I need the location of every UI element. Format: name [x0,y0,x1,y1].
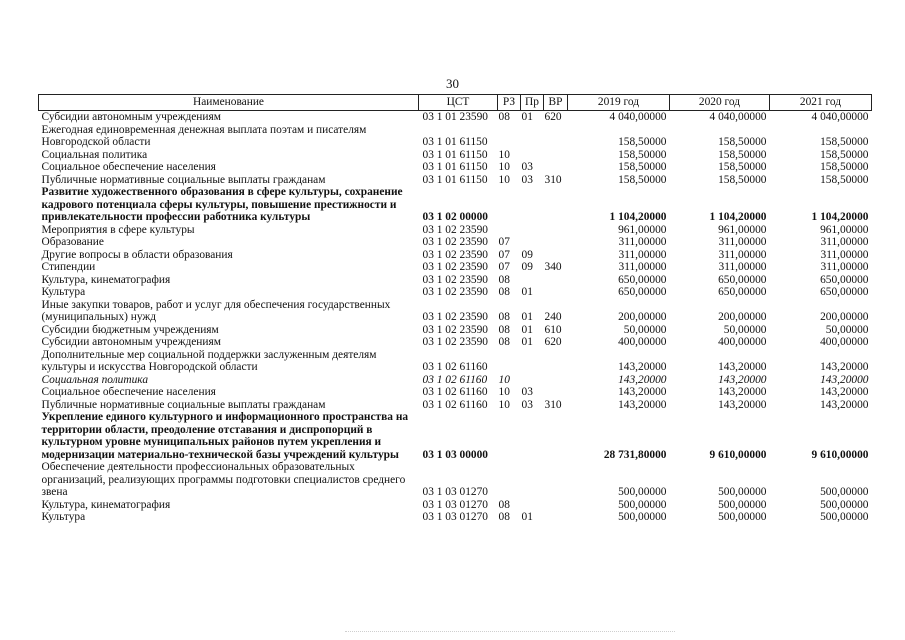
table-row [39,411,872,461]
table-row [39,461,872,499]
row-rz-cell: 10 [498,386,510,398]
row-2020-cell: 143,20000 [718,361,767,373]
row-cst-cell: 03 1 02 23590 [422,273,488,286]
row-2019-cell: 143,20000 [618,361,667,373]
row-vr-cell [544,411,568,461]
row-pr-cell: 03 [521,386,533,398]
row-2020-cell: 50,00000 [723,323,767,336]
row-pr-cell: 01 [521,336,533,348]
row-cst-cell: 03 1 01 23590 [422,111,488,123]
row-2019-cell: 311,00000 [618,248,667,261]
row-rz-cell: 10 [498,373,510,386]
row-2019-cell: 500,00000 [618,511,667,523]
row-2020-cell: 4 040,00000 [709,111,767,123]
row-2021-cell: 500,00000 [820,498,869,511]
row-name-cell: Социальная политика [41,148,148,161]
row-cst-cell: 03 1 01 61150 [422,173,488,186]
row-rz-cell: 10 [498,161,510,173]
row-pr-cell [521,236,544,249]
row-pr-cell: 03 [521,173,533,186]
row-2020-cell: 311,00000 [718,248,767,261]
row-cst-cell: 03 1 02 23590 [422,236,488,248]
row-rz-cell: 08 [498,273,510,286]
row-name-cell: Культура [41,511,86,523]
table-row [39,224,872,237]
row-vr-cell [544,224,568,237]
row-name-cell: Ежегодная единовременная денежная выплата поэтам и писателям Новгородской области [41,123,367,148]
row-cst-cell: 03 1 02 23590 [422,323,488,336]
row-pr-cell: 09 [521,261,533,273]
table-row [39,511,872,524]
row-2020-cell: 650,00000 [718,273,767,286]
row-rz-cell: 10 [498,398,510,411]
row-pr-cell: 03 [521,161,533,173]
row-pr-cell: 01 [521,511,533,523]
row-cst-cell: 03 1 02 00000 [422,211,488,223]
row-2021-cell: 500,00000 [820,486,869,498]
row-rz-cell: 08 [498,498,510,511]
row-rz-cell: 08 [498,336,510,348]
row-2021-cell: 311,00000 [820,236,869,248]
table-row [39,186,872,224]
row-vr-cell: 620 [544,111,562,123]
row-2019-cell: 158,50000 [618,173,667,186]
row-rz-cell: 07 [498,261,510,273]
table-row [39,324,872,337]
row-2019-cell: 143,20000 [618,398,667,411]
header-pr: Пр [521,95,544,111]
row-2020-cell: 500,00000 [718,498,767,511]
row-2020-cell: 311,00000 [718,236,767,248]
row-pr-cell [521,186,544,224]
row-pr-cell: 03 [521,398,533,411]
table-row [39,336,872,349]
row-vr-cell [544,461,568,499]
row-name-cell: Дополнительные мер социальной поддержки заслуженным деятелям культуры и искусства Новгородской области [41,348,377,373]
row-cst-cell: 03 1 03 01270 [422,486,488,498]
row-2020-cell: 400,00000 [718,336,767,348]
row-2019-cell: 311,00000 [618,261,667,273]
row-rz-cell: 08 [498,111,510,123]
table-row [39,274,872,287]
row-2021-cell: 158,50000 [820,148,869,161]
row-name-cell: Стипендии [41,261,96,273]
row-name-cell: Другие вопросы в области образования [41,248,233,261]
row-vr-cell [544,124,568,149]
row-2020-cell: 961,00000 [718,223,767,236]
row-2019-cell: 961,00000 [618,223,667,236]
row-cst-cell: 03 1 01 61150 [422,148,488,161]
row-vr-cell [544,236,568,249]
row-2020-cell: 143,20000 [718,398,767,411]
row-vr-cell [544,161,568,174]
table-body [39,111,872,524]
row-rz-cell [498,349,521,374]
row-name-cell: Укрепление единого культурного и информационного пространства на территории области, преодоление отставания и диспропорций в культурном уровне муниципальных районов путем укрепления и модернизации материально-технической базы учреждений культуры [41,411,409,461]
header-vr: ВР [544,95,568,111]
row-pr-cell: 01 [521,323,533,336]
row-2021-cell: 143,20000 [820,361,869,373]
row-2019-cell: 158,50000 [618,161,667,173]
row-2021-cell: 143,20000 [820,373,869,386]
table-row [39,124,872,149]
row-2019-cell: 143,20000 [618,373,667,386]
row-2020-cell: 1 104,20000 [709,211,767,223]
table-row [39,174,872,187]
row-rz-cell: 08 [498,286,510,298]
table-row [39,249,872,262]
row-2019-cell: 400,00000 [618,336,667,348]
header-name: Наименование [39,95,419,111]
row-2019-cell: 1 104,20000 [609,211,667,223]
row-2021-cell: 158,50000 [820,136,869,148]
row-cst-cell: 03 1 02 61160 [422,386,488,398]
row-2021-cell: 650,00000 [820,286,869,298]
row-2020-cell: 158,50000 [718,136,767,148]
row-2021-cell: 158,50000 [820,173,869,186]
table-row [39,374,872,387]
row-vr-cell [544,186,568,224]
row-2020-cell: 500,00000 [718,486,767,498]
row-vr-cell [544,386,568,399]
row-vr-cell [544,511,568,524]
row-vr-cell [544,274,568,287]
row-2021-cell: 4 040,00000 [811,111,869,123]
row-rz-cell: 08 [498,511,510,523]
row-pr-cell [521,149,544,162]
table-row [39,111,872,124]
row-pr-cell [521,461,544,499]
row-2020-cell: 311,00000 [718,261,767,273]
row-rz-cell: 10 [498,148,510,161]
row-pr-cell: 01 [521,286,533,298]
row-rz-cell: 08 [498,311,510,323]
header-rz: РЗ [498,95,521,111]
row-cst-cell: 03 1 02 61160 [422,361,488,373]
row-2021-cell: 200,00000 [820,311,869,323]
row-vr-cell: 340 [544,261,562,273]
row-pr-cell [521,499,544,512]
row-2021-cell: 961,00000 [820,223,869,236]
row-2021-cell: 500,00000 [820,511,869,523]
row-2021-cell: 143,20000 [820,398,869,411]
row-vr-cell: 310 [544,173,562,186]
row-2019-cell: 143,20000 [618,386,667,398]
table-row [39,149,872,162]
row-pr-cell [521,374,544,387]
row-2021-cell: 50,00000 [825,323,869,336]
row-2019-cell: 311,00000 [618,236,667,248]
row-2019-cell: 200,00000 [618,311,667,323]
row-rz-cell [498,124,521,149]
row-2020-cell: 500,00000 [718,511,767,523]
row-cst-cell: 03 1 03 01270 [422,511,488,523]
row-cst-cell: 03 1 03 01270 [422,498,488,511]
row-name-cell: Развитие художественного образования в сфере культуры, сохранение кадрового потенциала сферы культуры, повышение престижности и привлекательности профессии работника культуры [41,186,403,223]
row-vr-cell: 240 [544,311,562,323]
row-pr-cell: 09 [521,248,533,261]
row-2020-cell: 9 610,00000 [709,448,767,461]
row-2019-cell: 650,00000 [618,273,667,286]
row-name-cell: Субсидии бюджетным учреждениям [41,323,219,336]
row-name-cell: Образование [41,236,104,248]
row-cst-cell: 03 1 03 00000 [422,448,488,461]
row-pr-cell [521,124,544,149]
table-row [39,349,872,374]
header-2021: 2021 год [770,95,872,111]
table-row [39,499,872,512]
row-name-cell: Обеспечение деятельности профессиональных образовательных организаций, реализующих программы подготовки специалистов среднего звена [41,461,406,498]
table-row [39,386,872,399]
table-row [39,399,872,412]
row-name-cell: Мероприятия в сфере культуры [41,223,195,236]
row-name-cell: Социальная политика [41,373,149,386]
header-2020: 2020 год [670,95,770,111]
row-2021-cell: 9 610,00000 [811,448,869,461]
row-rz-cell [498,186,521,224]
row-pr-cell [521,274,544,287]
row-2019-cell: 158,50000 [618,148,667,161]
row-2021-cell: 650,00000 [820,273,869,286]
row-2020-cell: 158,50000 [718,161,767,173]
row-rz-cell: 10 [498,173,510,186]
row-2021-cell: 158,50000 [820,161,869,173]
row-2021-cell: 143,20000 [820,386,869,398]
budget-table [38,94,872,524]
row-rz-cell [498,461,521,499]
row-pr-cell: 01 [521,111,533,123]
row-2020-cell: 158,50000 [718,148,767,161]
row-rz-cell [498,411,521,461]
row-name-cell: Публичные нормативные социальные выплаты гражданам [41,398,326,411]
row-2021-cell: 1 104,20000 [811,211,869,223]
header-2019: 2019 год [568,95,670,111]
row-cst-cell: 03 1 02 61160 [422,398,488,411]
row-vr-cell: 610 [544,323,562,336]
row-name-cell: Субсидии автономным учреждениям [41,111,221,123]
table-row [39,161,872,174]
row-cst-cell: 03 1 02 61160 [422,373,488,386]
table-header [39,95,872,111]
row-name-cell: Публичные нормативные социальные выплаты гражданам [41,173,326,186]
row-name-cell: Субсидии автономным учреждениям [41,336,221,348]
row-2020-cell: 143,20000 [718,386,767,398]
row-vr-cell [544,349,568,374]
row-rz-cell: 07 [498,248,510,261]
row-pr-cell [521,224,544,237]
table-row [39,261,872,274]
row-cst-cell: 03 1 02 23590 [422,286,488,298]
header-cst: ЦСТ [419,95,498,111]
row-2021-cell: 400,00000 [820,336,869,348]
row-2019-cell: 28 731,80000 [603,448,667,461]
row-2019-cell: 4 040,00000 [609,111,667,123]
row-rz-cell: 08 [498,323,510,336]
row-2021-cell: 311,00000 [820,261,869,273]
row-2019-cell: 500,00000 [618,498,667,511]
row-2020-cell: 158,50000 [718,173,767,186]
table-row [39,286,872,299]
row-cst-cell: 03 1 02 23590 [422,311,488,323]
row-vr-cell [544,249,568,262]
row-2020-cell: 143,20000 [718,373,767,386]
row-vr-cell [544,499,568,512]
row-cst-cell: 03 1 01 61150 [422,136,488,148]
row-vr-cell [544,374,568,387]
table-row [39,299,872,324]
row-pr-cell [521,349,544,374]
row-rz-cell [498,224,521,237]
row-2019-cell: 650,00000 [618,286,667,298]
row-vr-cell: 310 [544,398,562,411]
row-2019-cell: 158,50000 [618,136,667,148]
row-name-cell: Культура [41,286,86,298]
row-2021-cell: 311,00000 [820,248,869,261]
row-2019-cell: 50,00000 [623,323,667,336]
table-row [39,236,872,249]
row-2020-cell: 200,00000 [718,311,767,323]
row-name-cell: Культура, кинематография [41,273,171,286]
footer-rule [345,631,675,634]
row-vr-cell [544,149,568,162]
row-name-cell: Социальное обеспечение населения [41,386,216,398]
row-rz-cell: 07 [498,236,510,248]
row-cst-cell: 03 1 02 23590 [422,261,488,273]
row-name-cell: Культура, кинематография [41,498,171,511]
row-name-cell: Социальное обеспечение населения [41,161,216,173]
row-2020-cell: 650,00000 [718,286,767,298]
row-pr-cell [521,411,544,461]
row-cst-cell: 03 1 02 23590 [422,223,488,236]
row-vr-cell [544,286,568,299]
row-cst-cell: 03 1 02 23590 [422,248,488,261]
row-cst-cell: 03 1 01 61150 [422,161,488,173]
page-number: 30 [446,76,459,91]
row-pr-cell: 01 [521,311,533,323]
row-name-cell: Иные закупки товаров, работ и услуг для обеспечения государственных (муниципальных) нужд [41,298,391,323]
row-cst-cell: 03 1 02 23590 [422,336,488,348]
row-vr-cell: 620 [544,336,562,348]
row-2019-cell: 500,00000 [618,486,667,498]
